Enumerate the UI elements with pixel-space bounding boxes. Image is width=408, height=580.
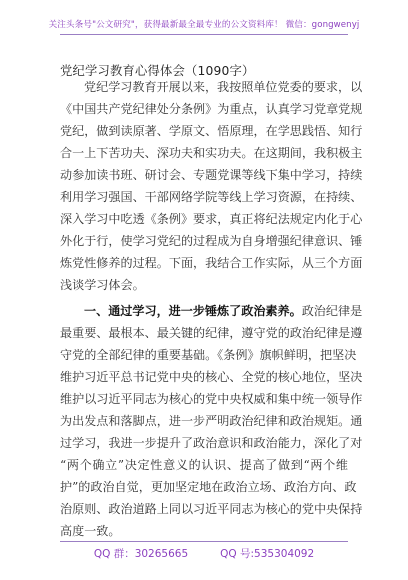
footer-qq-number: QQ 号:535304092 (220, 548, 315, 560)
paragraph-line: “两个确立”决定性意义的认识、提高了做到“两个维 (60, 458, 348, 472)
paragraph-line: 合一上下苦功夫、深功夫和实功夫。在这期间，我积极主 (60, 146, 363, 160)
page-title: 党纪学习教育心得体会（1090字） (60, 64, 255, 78)
footer-divider (60, 541, 348, 542)
paragraph-line: 深入学习中吃透《条例》要求，真正将纪法规定内化于心 (60, 212, 363, 226)
paragraph-line: 最重要、最根本、最关键的纪律，遵守党的政治纪律是遵 (60, 326, 363, 340)
paragraph-line: 过学习，我进一步提升了政治意识和政治能力，深化了对 (60, 436, 363, 450)
paragraph-line: 《中国共产党纪律处分条例》为重点，认真学习党章党规 (60, 102, 363, 116)
paragraph-line: 高度一致。 (60, 524, 121, 538)
paragraph-line: 利用学习强国、干部网络学院等线上学习资源，在持续、 (60, 190, 363, 204)
paragraph-line: 党纪学习教育开展以来，我按照单位党委的要求，以 (84, 80, 363, 94)
paragraph-line: 维护习近平总书记党中央的核心、全党的核心地位，坚决 (60, 370, 363, 384)
paragraph-line: 护”的政治自觉，更加坚定地在政治立场、政治方向、政 (60, 480, 357, 494)
paragraph-line: 动参加读书班、研讨会、专题党课等线下集中学习，持续 (60, 168, 363, 182)
paragraph-line: 浅谈学习体会。 (60, 278, 145, 292)
section-heading-line (60, 300, 363, 322)
footer-contacts (0, 546, 408, 561)
paragraph-line: 治原则、政治道路上同以习近平同志为核心的党中央保持 (60, 502, 363, 516)
paragraph-line: 炼党性修养的过程。下面，我结合工作实际，从三个方面 (60, 256, 363, 270)
header-banner: 关注头条号"公文研究"，获得最新最全最专业的公文资料库！ 微信：gongwenyj (48, 20, 360, 30)
paragraph-line: 为出发点和落脚点，进一步严明政治纪律和政治规矩。通 (60, 414, 363, 428)
paragraph-line: 守党的全部纪律的重要基础。《条例》旗帜鲜明，把坚决 (60, 348, 357, 362)
section-heading: 一、通过学习，进一步锤炼了政治素养。 (84, 304, 302, 318)
footer-qq-group: QQ 群：30265665 (93, 548, 189, 560)
paragraph-line: 维护以习近平同志为核心的党中央权威和集中统一领导作 (60, 392, 363, 406)
paragraph-line: 外化于行，使学习党纪的过程成为自身增强纪律意识、锤 (60, 234, 363, 248)
paragraph-line: 党纪，做到读原著、学原文、悟原理，在学思践悟、知行 (60, 124, 363, 138)
header-divider (60, 34, 348, 35)
section-heading-continuation: 政治纪律是 (301, 304, 363, 318)
